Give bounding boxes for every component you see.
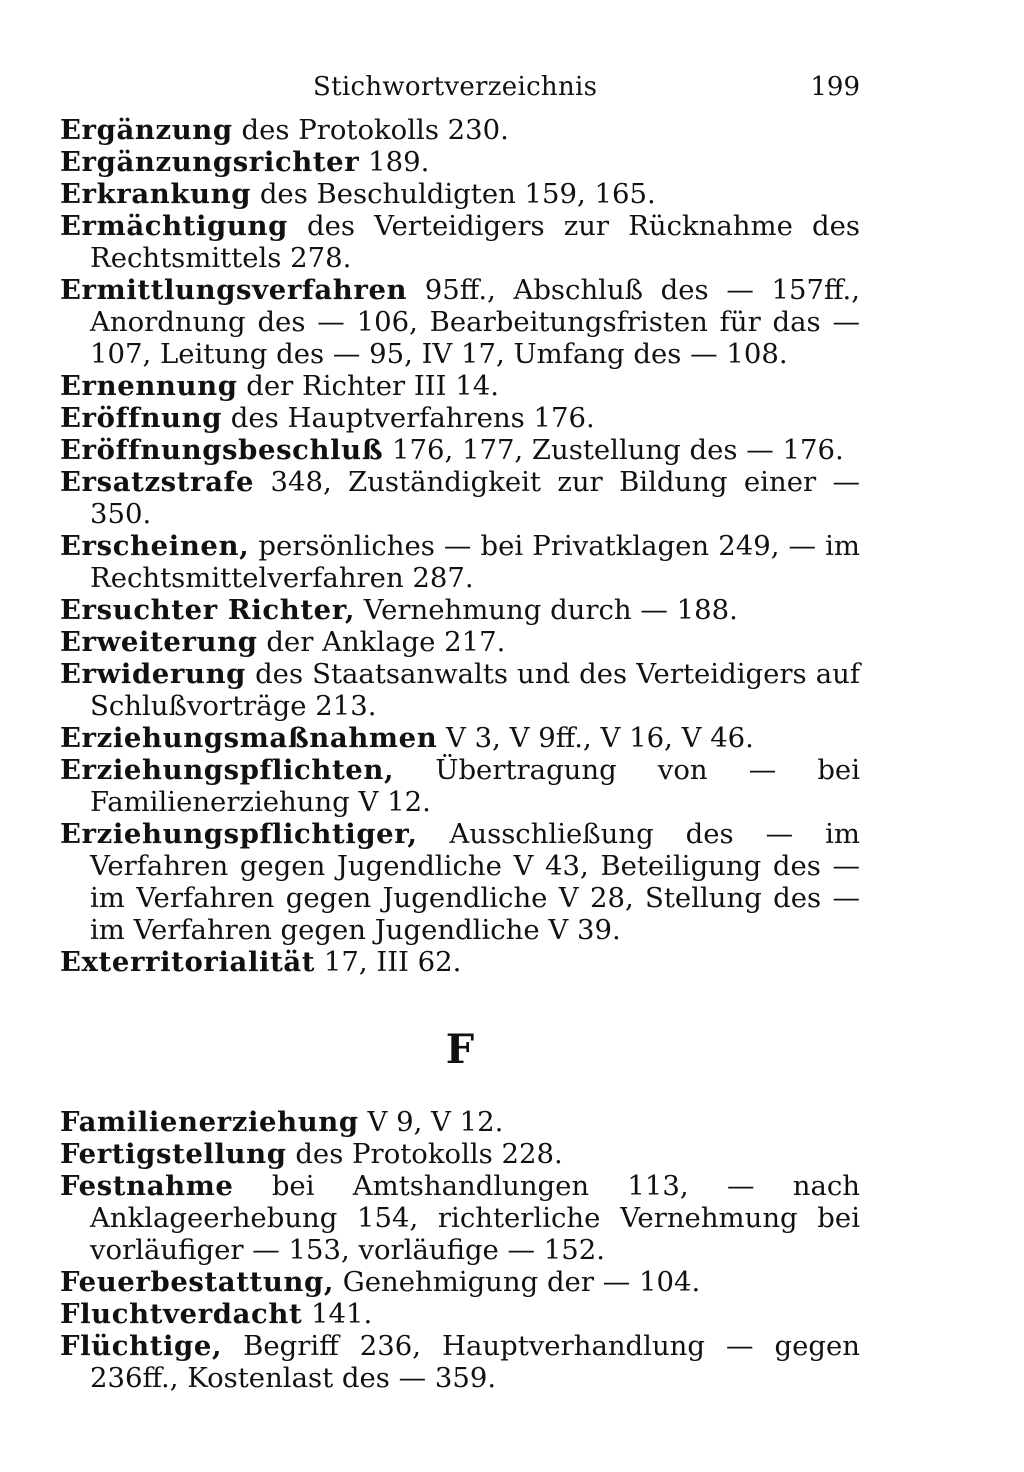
index-entry xyxy=(60,402,860,434)
index-entry xyxy=(60,274,860,370)
entry-references: Begriff 236, Hauptverhandlung — gegen 236ff., Kostenlast des — 359. xyxy=(90,1330,860,1394)
entry-references: des Beschuldigten 159, 165. xyxy=(251,178,656,210)
entry-keyword: Erziehungspflichtiger, xyxy=(60,818,418,850)
entry-references: 17, III 62. xyxy=(315,946,462,978)
index-entry xyxy=(60,178,860,210)
entry-references: 141. xyxy=(302,1298,373,1330)
entry-references: des Hauptverfahrens 176. xyxy=(222,402,595,434)
index-entry xyxy=(60,370,860,402)
index-entry xyxy=(60,146,860,178)
index-entry xyxy=(60,754,860,818)
entry-references: V 3, V 9ff., V 16, V 46. xyxy=(437,722,754,754)
entry-keyword: Ernennung xyxy=(60,370,238,402)
entry-keyword: Erscheinen, xyxy=(60,530,250,562)
entry-keyword: Erkrankung xyxy=(60,178,252,210)
index-entry xyxy=(60,1330,860,1394)
entry-references: Ausschließung des — im Verfahren gegen Jugendliche V 43, Beteiligung des — im Verfahren gegen Jugendliche V 28, Stellung des — im Verfahren gegen Jugendliche V 39. xyxy=(90,818,860,946)
running-header xyxy=(60,70,860,114)
entry-keyword: Erwiderung xyxy=(60,658,246,690)
index-entry xyxy=(60,594,860,626)
entry-references: Genehmigung der — 104. xyxy=(334,1266,701,1298)
entry-keyword: Ergänzungsrichter xyxy=(60,146,360,178)
entry-keyword: Erziehungspflichten, xyxy=(60,754,395,786)
entry-keyword: Ersuchter Richter, xyxy=(60,594,356,626)
entry-references: des Verteidigers zur Rücknahme des Rechtsmittels 278. xyxy=(90,210,860,274)
entry-keyword: Eröffnungsbeschluß xyxy=(60,434,384,466)
index-entry xyxy=(60,818,860,946)
entry-keyword: Ersatzstrafe xyxy=(60,466,255,498)
entry-references: des Protokolls 228. xyxy=(286,1138,563,1170)
entry-references: V 9, V 12. xyxy=(358,1106,504,1138)
entry-keyword: Erziehungsmaßnahmen xyxy=(60,722,438,754)
index-entry xyxy=(60,1106,860,1138)
entry-references: persönliches — bei Privatklagen 249, — im Rechtsmittelverfahren 287. xyxy=(90,530,860,594)
index-entry xyxy=(60,434,860,466)
entry-keyword: Exterritorialität xyxy=(60,946,316,978)
entry-references: 348, Zuständigkeit zur Bildung einer — 350. xyxy=(90,466,860,530)
index-entry xyxy=(60,946,860,978)
entry-keyword: Ermittlungsverfahren xyxy=(60,274,408,306)
index-page xyxy=(60,70,860,1394)
entry-references: 176, 177, Zustellung des — 176. xyxy=(383,434,844,466)
index-entry xyxy=(60,1138,860,1170)
entry-references: 95ff., Abschluß des — 157ff., Anordnung des — 106, Bearbeitungsfristen für das — 107, Leitung des — 95, IV 17, Umfang des — 108. xyxy=(90,274,860,370)
section-f-entries xyxy=(60,1106,860,1394)
entry-keyword: Fertigstellung xyxy=(60,1138,287,1170)
section-letter-heading: F xyxy=(445,1026,475,1073)
index-entry xyxy=(60,722,860,754)
entry-keyword: Erweiterung xyxy=(60,626,258,658)
index-entry xyxy=(60,1266,860,1298)
page-number: 199 xyxy=(810,72,860,102)
index-entry xyxy=(60,626,860,658)
index-entry xyxy=(60,210,860,274)
entry-references: des Protokolls 230. xyxy=(232,114,509,146)
entry-keyword: Feuerbestattung, xyxy=(60,1266,335,1298)
entry-references: des Staatsanwalts und des Verteidigers auf Schlußvorträge 213. xyxy=(90,658,860,722)
index-entry xyxy=(60,114,860,146)
entry-keyword: Flüchtige, xyxy=(60,1330,223,1362)
entry-references: der Richter III 14. xyxy=(237,370,499,402)
entry-keyword: Familienerziehung xyxy=(60,1106,359,1138)
entry-references: der Anklage 217. xyxy=(257,626,506,658)
index-entry xyxy=(60,658,860,722)
entry-keyword: Ergänzung xyxy=(60,114,233,146)
entry-references: 189. xyxy=(359,146,430,178)
running-title: Stichwortverzeichnis xyxy=(313,72,598,102)
index-entry xyxy=(60,466,860,530)
entry-references: Übertragung von — bei Familienerziehung V 12. xyxy=(90,754,860,818)
entry-keyword: Fluchtverdacht xyxy=(60,1298,303,1330)
entry-references: bei Amtshandlungen 113, — nach Anklageerhebung 154, richterliche Vernehmung bei vorläufiger — 153, vorläufige — 152. xyxy=(90,1170,860,1266)
index-entry xyxy=(60,1298,860,1330)
entry-references: Vernehmung durch — 188. xyxy=(355,594,738,626)
entry-keyword: Festnahme xyxy=(60,1170,234,1202)
index-entry xyxy=(60,1170,860,1266)
entry-keyword: Eröffnung xyxy=(60,402,223,434)
section-e-entries xyxy=(60,114,860,978)
index-entry xyxy=(60,530,860,594)
entry-keyword: Ermächtigung xyxy=(60,210,288,242)
